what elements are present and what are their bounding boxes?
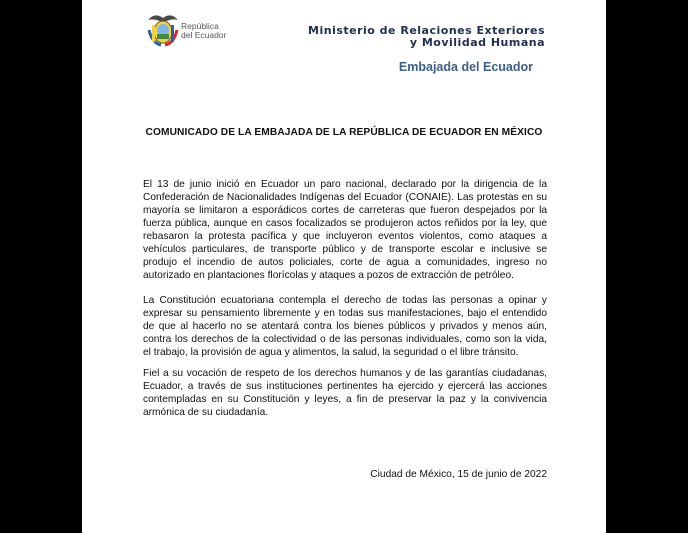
document-page bbox=[82, 0, 606, 533]
place-date: Ciudad de México, 15 de junio de 2022 bbox=[370, 469, 547, 480]
republic-line-2: del Ecuador bbox=[181, 30, 227, 40]
paragraph-3: Fiel a su vocación de respeto de los derechos humanos y de las garantías ciudadanas, Ecuador, a través de sus instituciones pertinentes ha ejercido y ejercerá las acciones contempladas en su Constitución y leyes, a fin de preservar la paz y la convivencia armónica de su ciudadanía. bbox=[143, 368, 547, 418]
ministry-line-1: Ministerio de Relaciones Exteriores bbox=[308, 24, 545, 37]
paragraph-2: La Constitución ecuatoriana contempla el derecho de todas las personas a opinar y expresar su pensamiento libremente y en todas sus manifestaciones, bajo el entendido de que al hacerlo no se atentará contra los bienes públicos y privados y menos aún, contra los derechos de la colectividad o de las personas individuales, como son la vida, el trabajo, la provisión de agua y alimentos, la salud, la seguridad o el libre tránsito. bbox=[143, 295, 547, 358]
republic-line-1: República bbox=[181, 21, 219, 31]
paragraph-1: El 13 de junio inició en Ecuador un paro nacional, declarado por la dirigencia de la Confederación de Nacionalidades Indígenas del Ecuador (CONAIE). Las protestas en su mayoría se limitaron a esporádicos cortes de carreteras que fueron despejados por la fuerza pública, aunque en casos focalizados se produjeron actos reñidos por la ley, que rebasaron la protesta pacífica y que incluyeron eventos violentos, como ataques a vehículos particulares, de transporte público y de transporte escolar e inclusive se produjo el incendio de autos policiales, corte de agua a comunidades, ingreso no autorizado en plantaciones florícolas y ataques a pozos de extracción de petróleo. bbox=[143, 179, 547, 281]
ministry-name bbox=[308, 25, 545, 49]
embassy-name: Embajada del Ecuador bbox=[398, 60, 533, 74]
coat-of-arms-icon bbox=[146, 10, 180, 48]
document-title: COMUNICADO DE LA EMBAJADA DE LA REPÚBLICA DE ECUADOR EN MÉXICO bbox=[145, 127, 543, 138]
ministry-line-2: y Movilidad Humana bbox=[409, 36, 545, 49]
republic-label bbox=[181, 22, 226, 40]
